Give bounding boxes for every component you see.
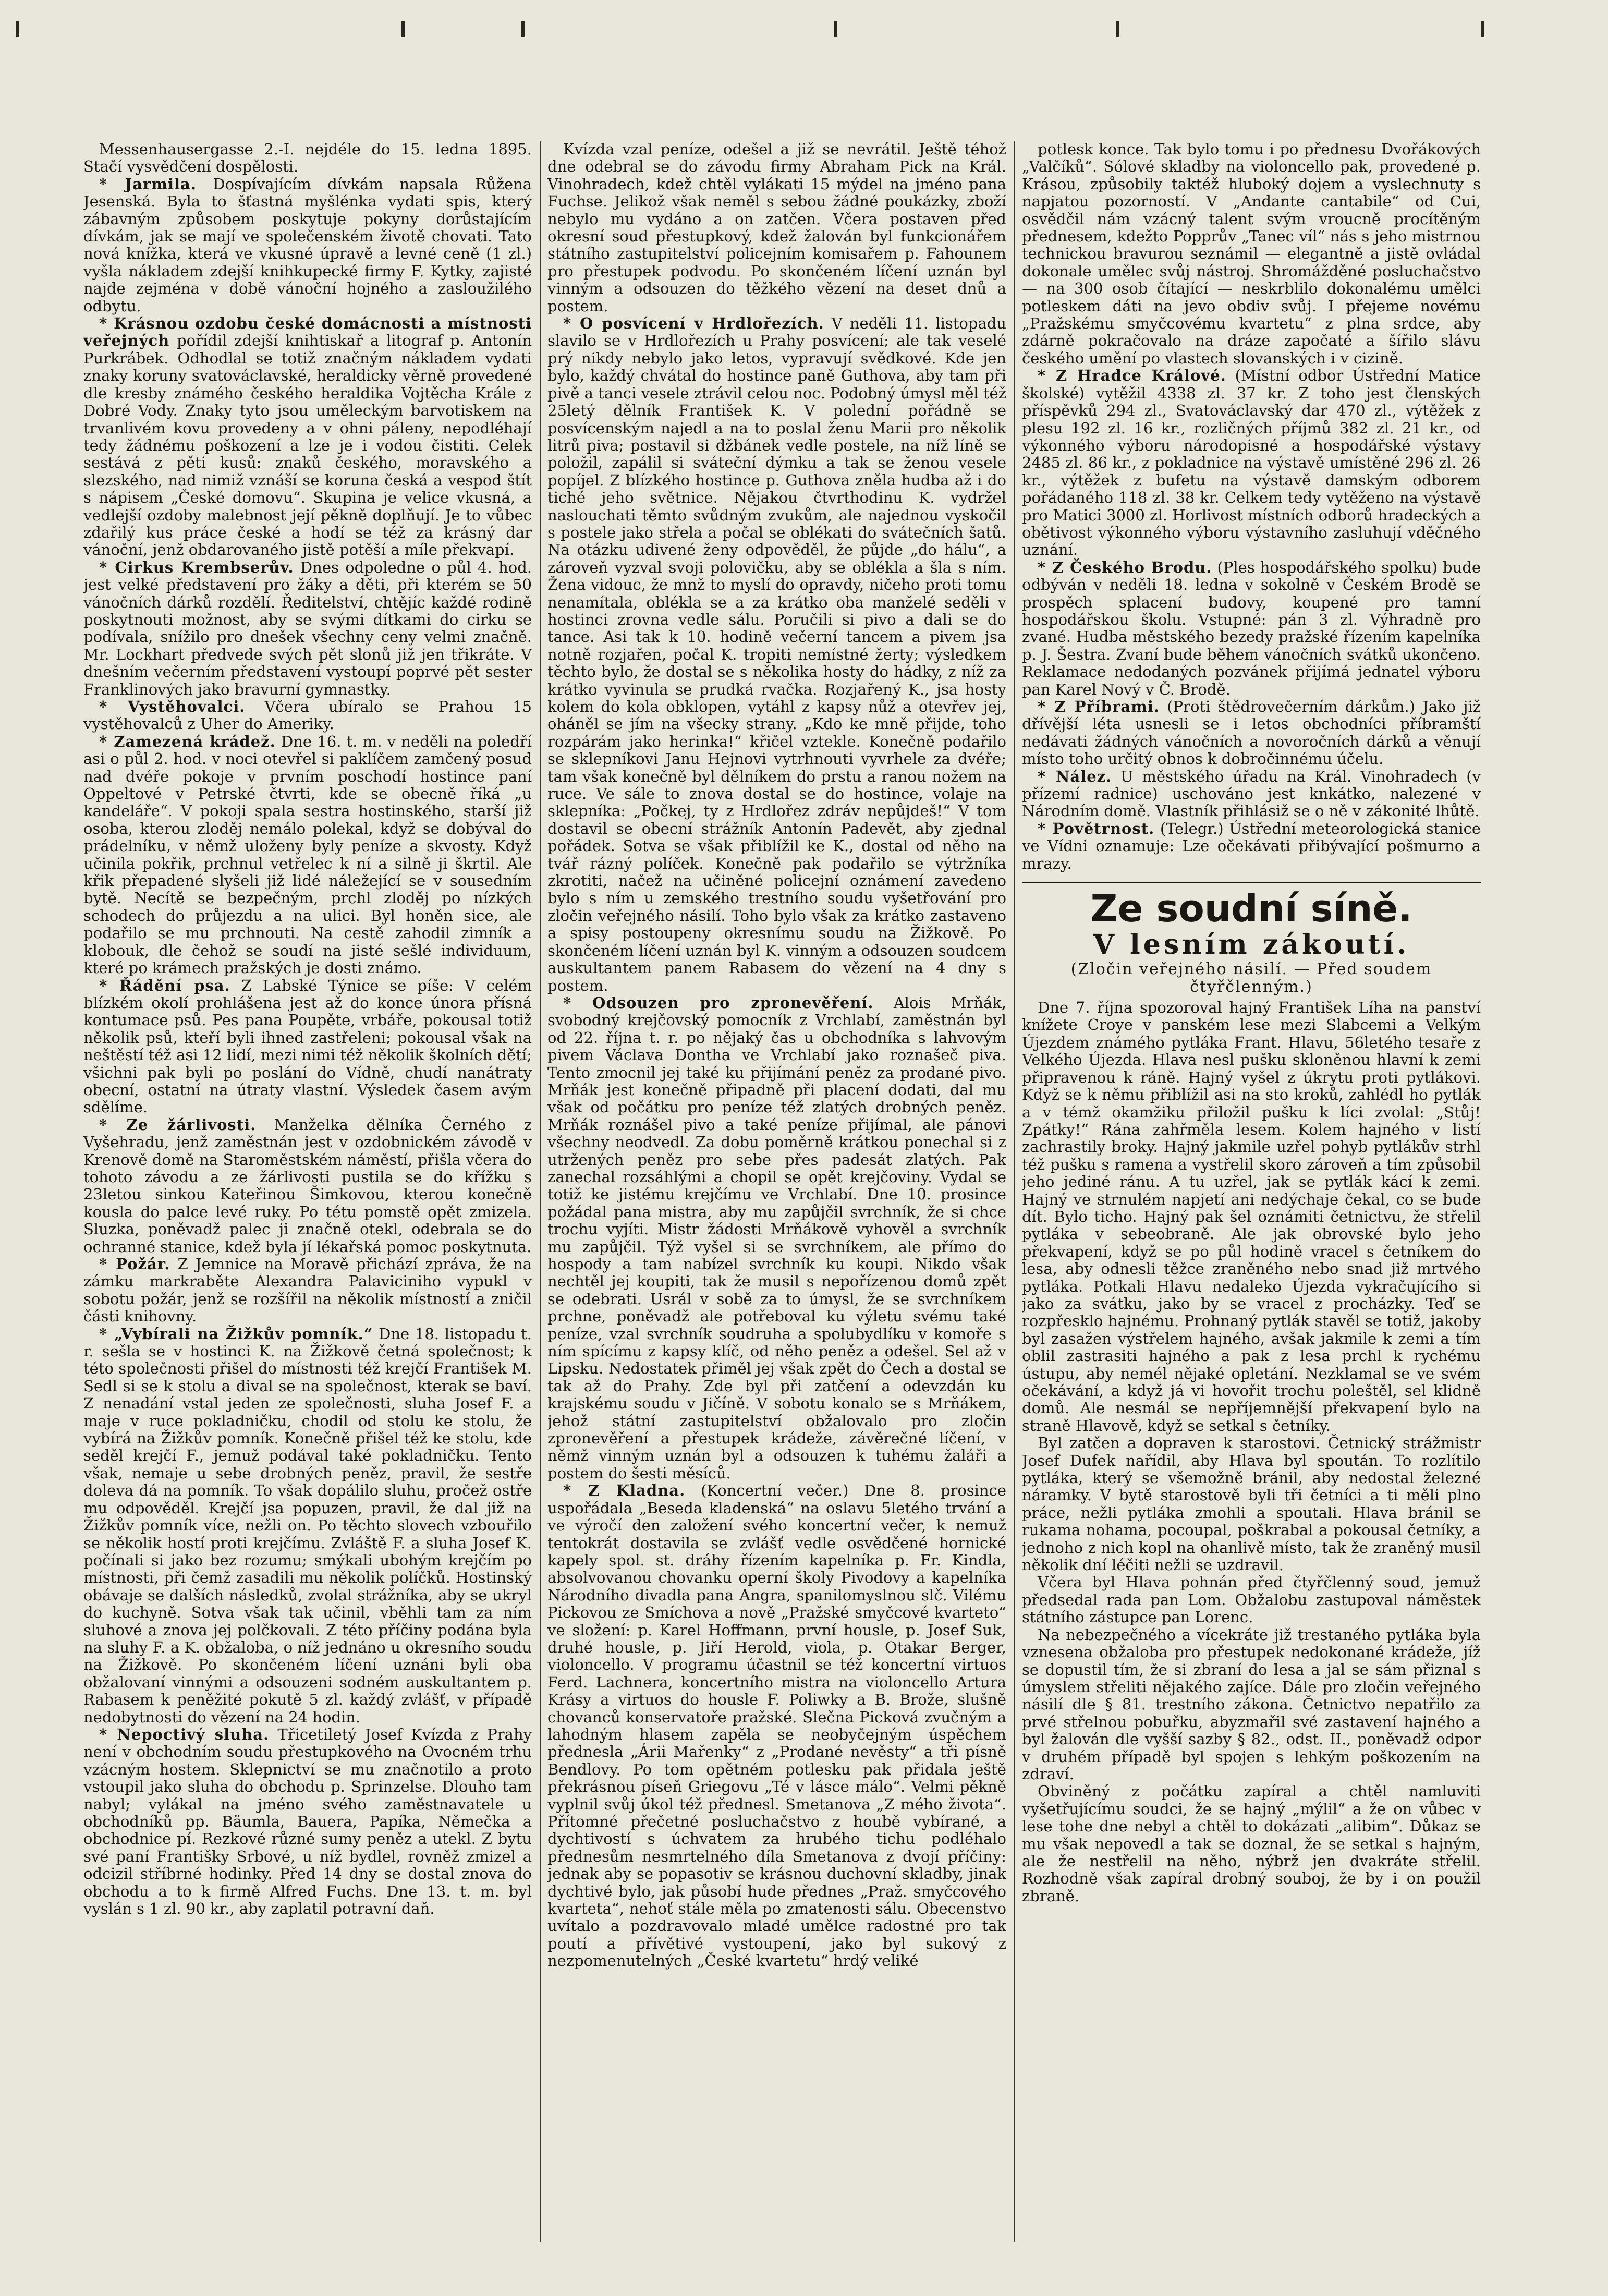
news-item-text: (Místní odbor Ústřední Matice školské) vytěžil 4338 zl. 37 kr. Z toho jest členských příspěvků 294 zl., Svatováclavský dar 470 zl., výtěžek z plesu 192 zl. 16 kr., rozličných příjmů 382 zl. 21 kr., od výkonného výboru národopisné a hospodářské výstavy 2485 zl. 86 kr., z pokladnice na výstavě umístěné 296 zl. 26 kr., výtěžek z bufetu na výstavě damským odborem pořádaného 118 zl. 38 kr. Celkem tedy vytěženo na výstavě pro Matici 3000 zl. Horlivost místních odborů hradeckých a obětivost výkonného výboru výstavního zasluhují vděčného uznání. [1022, 367, 1481, 559]
news-item-text: Na nebezpečného a vícekráte již trestaného pytláka byla vznesena obžaloba pro přestupek nedokonané krádeže, jíž se dopustil tím, že si zbraní do lesa a jal se sám přiznal s úmyslem střeliti nějakého zajíce. Dále pro zločin veřejného násilí dle § 81. trestního zákona. Četnictvo nepatřilo za prvé střelnou pobuřku, abyzmařil své zastavení hajného a byl žalován dle vyšší sazby § 82., odst. II., poněvadž odpor v druhém případě byl spojen s lehkým poškozením na zdraví. [1022, 1625, 1481, 1783]
news-item-text: Třicetiletý Josef Kvízda z Prahy není v obchodním soudu přestupkového na Ovocném trhu vzácným hostem. Sklepnictví se mu značnotilo a proto vstoupil jako sluha do obchodu p. Sprinzelse. Dlouho tam nabyl; vylákal na jméno svého zaměstnavatele u obchodníků pp. Bäumla, Bauera, Papíka, Němečka a obchodnice pí. Rezkové různé sumy peněz a utekl. Z bytu své paní Františky Srbové, u níž bydlel, rovněž zmizel a odcizil stříbrné hodinky. Před 14 dny se dostal znova do obchodu a to k firmě Alfred Fuchs. Dne 13. t. m. byl vyslán s 1 zl. 90 kr., aby zaplatil potravní daň. [83, 1725, 532, 1918]
edge-mark [1116, 21, 1119, 37]
news-item [547, 141, 1006, 315]
news-item-text: Včera ubíralo se Prahou 15 vystěhovalců z Uher do Ameriky. [83, 698, 532, 733]
column-2 [547, 141, 1006, 2242]
news-item-heading: * Z Kladna. [563, 1481, 686, 1500]
news-item [1022, 559, 1481, 698]
news-item [1022, 999, 1481, 1435]
news-item-text: Dnes odpoledne o půl 4. hod. jest velké představení pro žáky a děti, při kterém se 50 vánočních dárků rozdělí. Ředitelství, chtějíc každé rodině poskytnouti možnost, aby se svými dítkami do cirku se podívala, snížilo pro dnešek všechny ceny velmi značně. Mr. Lockhart předvede svých pět slonů již jen třikráte. V dnešním večerním představení vystoupí poprvé pět sester Franklinových jako bravurní gymnastky. [83, 558, 532, 698]
article-title: V lesním zákoutí. [1093, 929, 1410, 961]
news-item-text: Dne 16. t. m. v neděli na poledří asi o půl 2. hod. v noci otevřel si paklíčem zamčený posud nad dvéře pokoje v prvním poschodí hostince paní Oppeltové v Petrské čtvrti, kde se obecně říká „u kandeláře“. V pokoji spala sestra hostinského, starší již osoba, kterou zloděj nemálo polekal, když se dobýval do prádelníku, v němž uloženy byly peníze a skvosty. Když učinila pokřik, prchnul vetřelec k ní a silně ji škrtil. Ale křik přepadené slyšeli již lidé náležející se v sousedním bytě. Necítě se bezpečným, prchl zloděj po nízkých schodech do průjezdu a na ulici. Byl honěn sice, ale podařilo se mu prchnouti. Na cestě zahodil zimník a klobouk, dle čehož se soudí na jisté sešlé individuum, které po krámech pražských je dosti známo. [83, 732, 532, 977]
edge-mark [401, 21, 405, 37]
news-item-heading: * Povětrnost. [1038, 819, 1155, 837]
page-top-edge [0, 0, 1608, 57]
news-item-text: (Ples hospodářského spolku) bude odbýván v neděli 18. ledna v sokolně v Českém Brodě se prospěch splacení budovy, koupené pro tamní hospodářskou školu. Vstupné: pán 3 zl. Výhradně pro zvané. Hudba městského bezedy pražské řízením kapelníka p. J. Šestra. Zvaní bude během vánočních svátků ukončeno. Reklamace nedodaných pozvánek přijímá jednatel výboru pan Karel Nový v Č. Brodě. [1022, 558, 1481, 698]
news-item-text: Messenhausergasse 2.-I. nejdéle do 15. ledna 1895. Stačí vysvědčení dospělosti. [83, 141, 532, 176]
column-1 [83, 141, 532, 2242]
news-item [83, 315, 532, 559]
column-3 [1022, 141, 1481, 2242]
news-item [83, 977, 532, 1116]
edge-mark [1481, 21, 1484, 37]
news-item [83, 1326, 532, 1726]
news-item [547, 994, 1006, 1482]
news-item [1022, 768, 1481, 820]
edge-mark [834, 21, 837, 37]
column-rule [540, 141, 541, 2242]
news-item [83, 1256, 532, 1326]
news-item [547, 315, 1006, 994]
news-item [1022, 820, 1481, 872]
news-item-heading: * Z Příbrami. [1038, 698, 1160, 715]
news-item [83, 698, 532, 733]
news-item-heading: * Ze žárlivosti. [99, 1115, 257, 1134]
news-item-heading: * „Vybírali na Žižkův pomník.“ [99, 1325, 373, 1343]
section-rule [1022, 882, 1481, 883]
news-item-text: V neděli 11. listopadu slavilo se v Hrdlořezích u Prahy posvícení; ale tak veselé prý nikdy nebylo jako letos, vypravují svědkové. Kde jen bylo, každý chvátal do hostince paně Guthova, aby tam při pivě a tanci vesele ztrávil celou noc. Podobný úmysl měl též 25letý dělník František K. V polední pořádně se posvícenským najedl a na to poslal ženu Marii pro několik litrů piva; postavil si džbánek vedle postele, na níž líně se položil, zapálil si sváteční dýmku a tak se ženou vesele popíjel. Z blízkého hostince p. Guthova zněla hudba až i do tiché jeho světnice. Nějakou čtvrthodinu K. vydržel naslouchati těmto svůdným zvukům, ale najednou vyskočil s postele jako střela a počal se oblékati do svátečních šatů. Na otázku udivené ženy odpověděl, že půjde „do hálu“, a zároveň vyzval svoji polovičku, aby se oblékla a šla s ním. Žena vidouc, že mnž to myslí do opravdy, ničeho proti tomu nenamítala, oblékla se a za krátko oba manželé seděli v hostinci zrovna vedle sálu. Poručili si pivo a dali se do tance. Asi tak k 10. hodině večerní tancem a pivem jsa notně rozjařen, počal K. tropiti nemístné žerty; výsledkem těchto bylo, že dostal se s několika hosty do hádky, z níž za krátko vyvinula se prudká rvačka. Rozjařený K., jsa hosty kolem do kola obklopen, vytáhl z kapsy nůž a otevřev jej, oháněl se jím na všecky strany. „Kdo ke mně přijde, toho rozpárám jako herinka!“ křičel vztekle. Konečně podařilo se sklepníkovi Janu Hejnovi vytrhnouti vyvrhele za dvéře; tam však konečně byl dělníkem do prstu a ranou nožem na ruce. Ve sále to znova dostal se do hostince, volaje na sklepníka: „Počkej, ty z Hrdlořez zdráv nepůjdeš!“ V tom dostavil se obecní strážník Antonín Padevět, aby zjednal pořádek. Sotva se však přiblížil ke K., dostal od něho na tvář rázný políček. Konečně pak podařilo se výtržníka zkrotiti, načež na učiněné policejní oznámení zavedeno bylo s ním u zemského trestního soudu vyšetřování pro zločin veřejného násilí. Toho bylo však za krátko zastaveno a spisy postoupeny okresnímu soudu na Žižkově. Po skončeném líčení uznán byl K. vinným a odsouzen soudcem auskultantem panem Rabasem do vězení na 4 dny s postem. [547, 314, 1006, 994]
news-item-text: Kvízda vzal peníze, odešel a již se nevrátil. Ještě téhož dne odebral se do závodu firmy Abraham Pick na Král. Vinohradech, kdež chtěl vylákati 15 mýdel na jméno pana Fuchse. Jelikož však neměl s sebou žádné poukázky, zboží nebylo mu vydáno a on zatčen. Včera postaven před okresní soud přestupkový, kdež žalován byl funkcionářem státního zastupitelství policejním komisařem p. Fahounem pro přestupek podvodu. Po skončeném líčení uznán byl vinným a odsouzen do těžkého vězení na deset dnů a postem. [547, 141, 1006, 315]
news-item-heading: * Odsouzen pro zpronevěření. [563, 993, 874, 1012]
news-item-heading: * Jarmila. [99, 175, 197, 193]
column-3-news [1022, 141, 1481, 872]
news-item [1022, 367, 1481, 558]
news-item-text: U městského úřadu na Král. Vinohradech (v přízemí radnice) uschováno jest knkátko, nalezené v Národním domě. Vlastník přihlásiž se o ně v zákonité lhůtě. [1022, 767, 1481, 820]
column-rule [1014, 141, 1015, 2242]
news-item [1022, 1435, 1481, 1574]
news-item [83, 559, 532, 698]
news-item-heading: * Krásnou ozdobu české domácnosti a místnosti veřejných [83, 314, 532, 350]
news-item [1022, 1626, 1481, 1783]
news-item-text: Manželka dělníka Černého z Vyšehradu, jenž zaměstnán jest v ozdobnickém závodě v Krenově domě na Staroměstském náměstí, přišla včera do tohoto závodu a ze žárlivosti pustila se do křížku s 23letou sinkou Kateřinou Šimkovou, kterou konečně kousla do palce levé ruky. Po tétu pomstě opět zmizela. Sluzka, poněvadž palec ji značně otekl, odebrala se do ochranné stanice, kdež byla jí lékařská pomoc poskytnuta. [83, 1115, 532, 1256]
news-item-heading: * Vystěhovalci. [99, 698, 246, 715]
news-item-text: potlesk konce. Tak bylo tomu i po přednesu Dvořákových „Valčíků“. Sólové skladby na violoncello pak, provedené p. Krásou, způsobily taktéž hluboký dojem a vyslechnuty s napjatou pozorností. V „Andante cantabile“ od Cui, osvědčil nám vzácný talent svým vroucně procítěným přednesem, kdežto Popprův „Tanec víl“ nás s jeho mistrnou technickou bravurou seznámil — elegantně a jistě ovládal dokonale umělec svůj nástroj. Shromážděné posluchačstvo — na 300 osob čítající — neskrblilo dokonalému umělci potleskem dáti na jevo obdiv svůj. I přejeme novému „Pražskému smyčcovému kvartetu“ z plna srdce, aby zdárně pokračovalo na dráze započaté a šířilo slávu českého umění po vlastech slovanských i v cizině. [1022, 141, 1481, 367]
article-note: (Zločin veřejného násilí. — Před soudem čtyřčlenným.) [1070, 960, 1432, 997]
news-item-text: Včera byl Hlava pohnán před čtyřčlenný soud, jemuž předsedal rada pan Lom. Obžalobu zastupoval náměstek státního zástupce pan Lorenc. [1022, 1573, 1481, 1626]
news-item [1022, 1574, 1481, 1626]
news-item [547, 1482, 1006, 1970]
news-item-text: Z Labské Týnice se píše: V celém blízkém okolí prohlášena jest až do konce února přísná kontumace psů. Pes pana Poupěte, vrbáře, pokousal totiž několik psů, kteří byli ihned zastřeleni; pokousal však na neštěstí též asi 12 lidí, mezi nimi též několik školních dětí; všichni pak byli po poslání do Vídně, chudí nanátraty obecní, ostatní na útraty vlastní. Výsledek časem avým sdělíme. [83, 976, 532, 1116]
news-item-heading: * Z Českého Brodu. [1038, 558, 1212, 576]
news-item-heading: * Cirkus Krembserův. [99, 558, 294, 576]
news-item-text: Alois Mrňák, svobodný krejčovský pomocník z Vrchlabí, zaměstnán byl od 22. října t. r. po nějaký čas u obchodníka s lahvovým pivem Václava Dontha ve Vrchlabí jako roznašeč piva. Tento zmocnil jej také ku přijímání peněz za prodané pivo. Mrňák jest konečně připadně při placení dodati, dal mu však od počátku pro peníze též zlatých drobných peněz. Mrňák roznášel pivo a také peníze přijímal, ale pánovi všechny neodvedl. Za dobu poměrně krátkou ponechal si z utržených peněz pro sebe přes padesát zlatých. Pak zanechal rozsáhlými a chopil se opět krejčoviny. Vydal se totiž ke jistému krejčímu ve Vrchlabí. Dne 10. prosince požádal pana mistra, aby mu zapůjčil svrchník, že si chce trochu vyjíti. Mistr žádosti Mrňákově vyhověl a svrchník mu zapůjčil. Týž vyšel si se svrchníkem, ale přímo do hospody a tam nabízel svrchník ku koupi. Nikdo však nechtěl jej koupiti, tak že musil s nepořízenou domů zpět se odebrati. Usrál v sobě za to úmysl, že se svrchníkem prchne, poněvadž ale potřeboval ku výletu svému také peníze, vzal svrchník soudruha a spolubydlíku v komoře s ním spícímu z kapsy klíč, od něho peněz a odešel. Sel až v Lipsku. Nedostatek přiměl jej však zpět do Čech a dostal se tak až do Prahy. Zde byl při zatčení a odevzdán ku krajskému soudu v Jičíně. V sobotu konalo se s Mrňákem, jehož státní zastupitelství obžalovalo pro zločin zpronevěření a přestupek krádeže, závěrečné líčení, v němž vinným uznán byl a odsouzen k tuhému žaláři a postem do šesti měsíců. [547, 993, 1006, 1482]
news-item-text: Obviněný z počátku zapíral a chtěl namluviti vyšetřujícímu soudci, že se hajný „mýlil“ a že on vůbec v lese tohe dne nebyl a chtěl to dokázati „alibim“. Důkaz se mu však nepovedl a tak se doznal, že se setkal s hajným, ale že nestřelil na něho, nýbrž jen dvakráte střelil. Rozhodně však zapíral drobný souboj, že by i on použil zbraně. [1022, 1782, 1481, 1905]
page-body [83, 141, 1543, 2242]
news-item-text: pořídil zdejší knihtiskař a litograf p. Antonín Purkrábek. Odhodlal se totiž značným nákladem vydati znaky koruny svatováclavské, heraldicky věrně provedené dle kresby známého českého heraldika Vojtěcha Krále z Dobré Vody. Znaky tyto jsou uměleckým barvotiskem na trvanlivém kovu provedeny a v ohni páleny, nepodléhají tedy žádnému poškození a lze je i vodou čistiti. Celek sestává z pěti kusů: znaků českého, moravského a slezského, nad nimiž vznáší se koruna česká a vespod štít s nápisem „České domovu“. Skupina je velice vkusná, a vedlejší ozdoby malebnost její pěkně doplňují. Je to vůbec zdařilý kus práce české a hodí se též za krásný dar vánoční, jenž obdarovaného jistě potěší a míle překvapí. [83, 332, 532, 559]
news-item-heading: * O posvícení v Hrdlořezích. [563, 314, 824, 333]
edge-mark [521, 21, 525, 37]
news-item [83, 1726, 532, 1917]
news-item-text: Dospívajícím dívkám napsala Růžena Jesenská. Byla to šťastná myšlénka vydati spis, který zábavným způsobem poskytuje pokyny dorůstajícím dívkám, jak se mají ve společenském životě chovati. Tato nová knížka, která ve vkusné úpravě a levné ceně (1 zl.) vyšla nákladem zdejší knihkupecké firmy F. Kytky, zajisté najde zejména v době vánoční hojného a zasloužilého odbytu. [83, 175, 532, 315]
news-item-text: (Koncertní večer.) Dne 8. prosince uspořádala „Beseda kladenská“ na oslavu 5letého trvání a ve výročí den založení svého koncertní večer, k nemuž tentokrát dostavila se zvlášť vedle osvědčené hornické kapely spol. st. dráhy řízením kapelníka p. Fr. Kindla, absolvovanou chovanku operní školy Pivodovy a kapelníka Národního divadla pana Angra, spanilomyslnou slč. Vilému Pickovou ze Smíchova a nově „Pražské smyčcové kvarteto“ ve složení: p. Karel Hoffmann, první housle, p. Josef Suk, druhé housle, p. Jiří Herold, viola, p. Otakar Berger, violoncello. V programu účastnil se též koncertní virtuos Ferd. Lachnera, koncertního mistra na violoncello Artura Krásy a virtuos do housle F. Poliwky a B. Brože, slušně chovanců konservatoře pražské. Slečna Picková zvučným a lahodným hlasem zapěla se neobyčejným úspěchem přednesla „Árii Mařenky“ z „Prodané nevěsty“ a tři písně Bendlovy. Po tom opětném potlesku pak přidala ještě překrásnou píseň Griegovu „Té v lásce málo“. Velmi pěkně vyplnil svůj úkol též přednesl. Smetanova „Z mého života“. Přítomné přečetné posluchačstvo z houbě vybírané, a dychtivostí s úchvatem za hrubého tichu podléhalo přednesům nesmrtelného díla Smetanova z dvojí příčiny: jednak aby se popasotiv se krásnou duchovní skladby, jinak dychtivé bylo, jak působí hude přednes „Praž. smyčcového kvarteta“, nehoť stále měla po zmatenosti sálu. Obecenstvo uvítalo a pozdravovalo mladé umělce radostné pro tak poutí a přívětivé vystoupení, jako byl sukový z nezpomenutelných „České kvartetu“ hrdý veliké [547, 1481, 1006, 1970]
news-item-heading: * Nepoctivý sluha. [99, 1725, 270, 1743]
news-item [1022, 698, 1481, 768]
news-item [83, 1116, 532, 1256]
section-title: Ze soudní síně. [1090, 886, 1412, 931]
news-item-text: Byl zatčen a dopraven k starostovi. Četnický strážmistr Josef Dufek nařídil, aby Hlava byl spoután. To rozlítilo pytláka, který se všemožně bránil, aby nedostal železné náramky. V bytě starostově byli tři četníci a ti měli plno práce, nežli pytláka zmohli a spoutali. Hlava bránil se rukama nohama, pocoupal, poškrabal a pokousal četníky, a jednoho z nich kopl na ohanlivě místo, tak že zraněný musil několik dní léčiti nežli se uzdravil. [1022, 1434, 1481, 1574]
news-item-text: (Telegr.) Ústřední meteorologická stanice ve Vídni oznamuje: Lze očekávati přibývající pošmurno a mrazy. [1022, 819, 1481, 872]
edge-mark [16, 21, 19, 37]
news-item-heading: * Požár. [99, 1255, 170, 1273]
news-item-text: Dne 18. listopadu t. r. sešla se v hostinci K. na Žižkově četná společnost; k této společnosti přišel do místnosti též krejčí František M. Sedl si se k stolu a dival se na společnost, kterak se baví. Z nenadání vstal jeden ze společnosti, sluha Josef F. a maje v ruce pokladničku, chodil od stolu ke stolu, že vybírá na Žižkův pomník. Konečně přišel též ke stolu, kde seděl krejčí F., jemuž podával také pokladničku. Tento však, nemaje u sebe drobných peněz, pravil, že sestře doleva dá na pomník. To však dopálilo sluhu, pročež ostře mu odpověděl. Krejčí jsa popuzen, pravil, že dal již na Žižkův pomník více, nežli on. Po těchto slovech vzbouřilo se několik hostí proti krejčímu. Zvláště F. a sluha Josef K. počínali si jako bez rozumu; smýkali ubohým krejčím po místnosti, při čemž zasadili mu několik políčků. Hostinský obávaje se dalších následků, zvolal strážníka, aby se ukryl do kuchyně. Sotva však tak učinil, vběhli tam za ním sluhové a znova jej polčkovali. Z této příčiny podána byla na sluhy F. a K. obžaloba, o níž jednáno u okresního soudu na Žižkově. Po skončeném líčení uznáni byli oba obžalovaní vinnými a odsouzeni sodném auskultantem p. Rabasem k peněžité pokutě 5 zl. každý zvlášť, v případě nedobytnosti do vězení na 24 hodin. [83, 1325, 532, 1726]
news-item-text: Z Jemnice na Moravě přichází zpráva, že na zámku markraběte Alexandra Palaviciniho vypukl v sobotu požár, jenž se rozšířil na několik místností a zničil části knihovny. [83, 1255, 532, 1326]
news-item [83, 733, 532, 977]
news-item-heading: * Z Hradce Králové. [1038, 367, 1226, 385]
news-item [83, 176, 532, 315]
news-item-text: Dne 7. října spozoroval hajný František Líha na panství knížete Croye v panském lese mezi Slabcemi a Velkým Újezdem známého pytláka Frant. Hlavu, 56letého tesaře z Velkého Újezda. Hlava nesl pušku skloněnou hlavní k zemi připravenou k ráně. Hajný vyšel z úkrytu proti pytlákovi. Když se k němu přiblížil asi na sto kroků, zahlédl ho pytlák a v témž okamžiku přiložil pušku k líci zvolal: „Stůj! Zpátky!“ Rána zahřměla lesem. Kolem hajného v listí zachrastily broky. Hajný jakmile uzřel pohyb pytlákův strhl též pušku s ramena a vystřelil skoro zároveň a tím způsobil jeho jediné ránu. A tu uzřel, jak se pytlák kácí k zemi. Hajný ve strnulém napjetí ani nedýchaje čekal, co se bude dít. Bylo ticho. Hajný pak šel oznámiti četnictvu, že střelil pytláka v sebeobraně. Ale jak obrovské bylo jeho překvapení, když se po půl hodině vracel s četníkem do lesa, aby odnesli těžce zraněného nebo snad již mrtvého pytláka. Potkali Hlavu nedaleko Újezda vykračujícího si jako za svátku, jako by se vracel z procházky. Teď se rozpřesklo hajnému. Prohnaný pytlák stavěl se totiž, jakoby byl zasažen výstřelem hajného, avšak jakmile k zemi a tím oblil zastrasiti hajného a pak z lesa prchl k rychému ústupu, aby nemél nějaké opletání. Nezklamal se ve svém očekávání, a když já vi hovořit trochu poleštěl, sel klidně domů. Ale nesmál se nepříjemnější překvapení bylo na straně Hlavově, když se setkal s četníky. [1022, 999, 1481, 1435]
court-section-header [1022, 882, 1481, 996]
news-item-text: (Proti štědrovečerním dárkům.) Jako již dřívější léta usnesli se i letos obchodníci příbramští nedávati žádných vánočních a novoročních dárků a věnují místo toho určitý obnos k dobročinnému účelu. [1022, 698, 1481, 768]
news-item [1022, 141, 1481, 367]
news-item-heading: * Zamezená krádež. [99, 732, 276, 750]
news-item-heading: * Nález. [1038, 767, 1112, 785]
news-item-heading: * Řádění psa. [99, 976, 230, 994]
news-item [83, 141, 532, 176]
news-item [1022, 1783, 1481, 1905]
column-3-court-article [1022, 999, 1481, 1905]
